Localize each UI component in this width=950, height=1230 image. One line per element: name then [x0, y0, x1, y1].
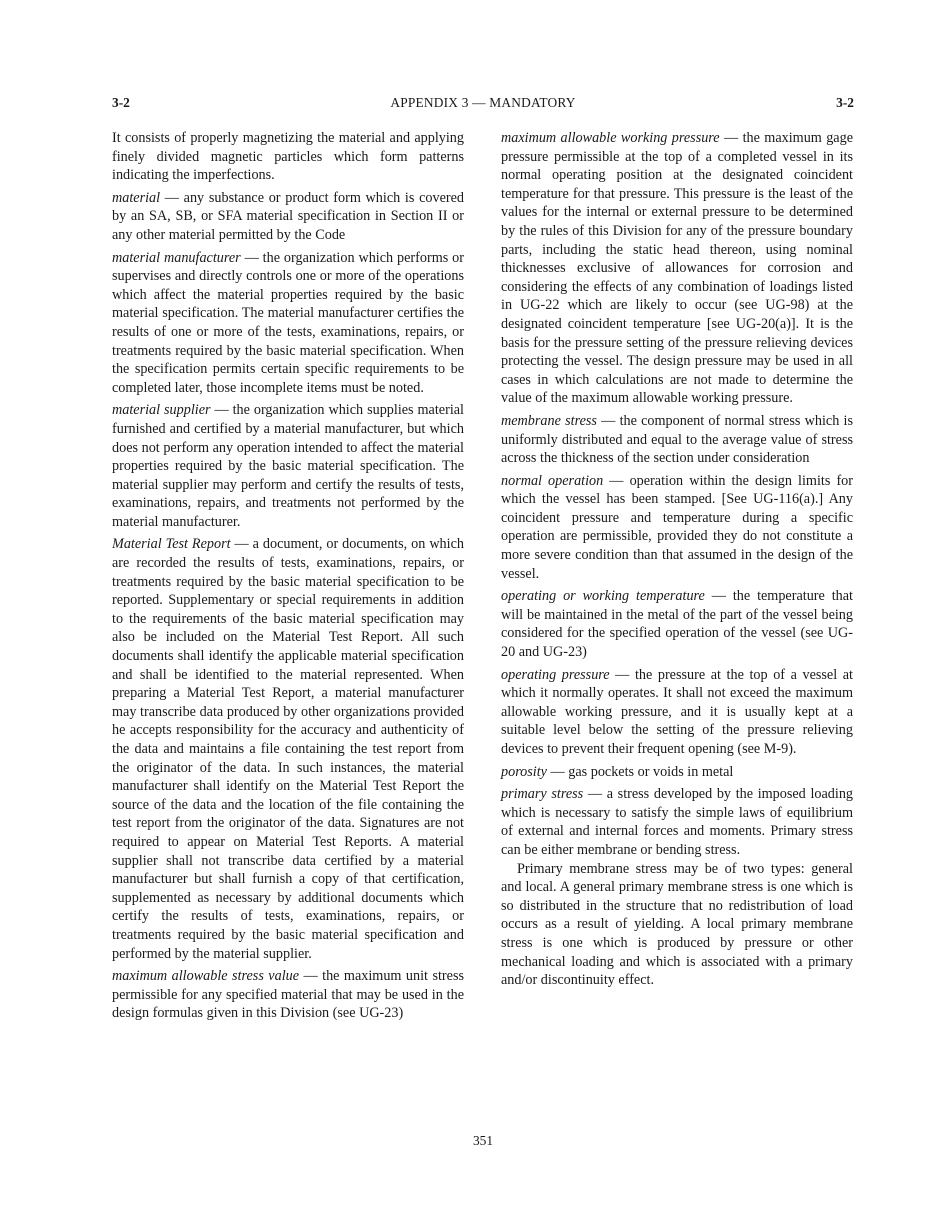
definition-term: maximum allowable stress value — [112, 968, 300, 985]
definition-term: primary stress — [501, 786, 584, 803]
definition-term: operating or working temperature — [501, 588, 705, 605]
header-section-right: 3-2 — [836, 95, 854, 110]
definition-entry — [501, 763, 853, 782]
definition-entry — [112, 189, 464, 245]
page-number: 351 — [472, 1133, 494, 1148]
definition-term: material manufacturer — [112, 249, 241, 266]
definition-entry — [112, 967, 464, 1023]
definition-entry — [501, 666, 853, 759]
definition-term: maximum allowable working pressure — [501, 130, 720, 146]
definition-text: — the pressure at the top of a vessel at which it normally operates. It shall not exceed the maximum allowable working pressure, and it is usually kept at a suitable level below the setting of the pressure relieving devices to prevent their frequent opening (see M-9). — [501, 666, 853, 757]
definition-text: — the maximum unit stress permissible for any specified material that may be used in the design formulas given in this Division (see UG-23) — [112, 968, 464, 1022]
definition-text: — operation within the design limits for which the vessel has been stamped. [See UG-116(a).] Any coincident pressure and temperature during a specific operation are permissible, provided they do not constitute a more severe condition than that assumed in the design of the vessel. — [501, 472, 853, 582]
definition-text: — gas pockets or voids in metal — [546, 763, 734, 780]
definition-entry — [112, 535, 464, 963]
header-title: APPENDIX 3 — MANDATORY — [390, 95, 576, 110]
definition-text: — any substance or product form which is covered by an SA, SB, or SFA material specification in Section II or any other material permitted by the Code — [112, 189, 464, 243]
definition-text: — the maximum gage pressure permissible at the top of a completed vessel in its normal operating position at the designated coincident temperature for that pressure. This pressure is the least of the values for the internal or external pressure to be determined by the rules of this Division for any of the pressure boundary parts, including the static head thereon, using nominal thicknesses exclusive of allowances for corrosion and considering the effects of any combination of loadings listed in UG-22 which are likely to occur (see UG-98) at the designated coincident temperature [see UG-20(a)]. It is the basis for the pressure setting of the pressure relieving devices protecting the vessel. The design pressure may be used in all cases in which calculations are not made to determine the value of the maximum allowable working pressure. — [501, 130, 853, 407]
definition-entry — [501, 472, 853, 584]
left-column — [112, 129, 464, 1027]
definition-text: — a document, or documents, on which are recorded the results of tests, examinations, repairs, or treatments required by the basic material specification to be reported. Supplementary or special requirements in addition to the requirements of the basic material specification may also be included on the Material Test Report. All such documents shall identify the applicable material specification and shall be identified to the material represented. When preparing a Material Test Report, a material manufacturer may transcribe data produced by other organizations provided he accepts responsibility for the accuracy and authenticity of the data and maintains a file containing the test report from the originator of the data. In such instances, the material manufacturer shall identify on the Material Test Report the source of the data and the location of the file containing the test report from the originator of the data. Signatures are not required to appear on Material Test Reports. A material supplier shall not transcribe data certified by a material manufacturer but shall furnish a copy of that certification, supplemented as necessary by additional documents which certify the results of tests, examinations, repairs, or treatments required by the basic material specification and performed by the material supplier. — [112, 536, 464, 962]
definition-entry — [501, 129, 853, 408]
definition-text: — a stress developed by the imposed loading which is necessary to satisfy the simple laws of equilibrium of external and internal forces and moments. Primary stress can be either membrane or bending stress. — [501, 786, 854, 858]
paragraph-text: Primary membrane stress may be of two types: general and local. A general primary membrane stress is one which is so distributed in the structure that no redistribution of load occurs as a result of yielding. A local primary membrane stress is one which is produced by pressure or other mechanical loading and which is associated with a primary and/or discontinuity effect. — [501, 860, 853, 989]
definition-text: — the organization which performs or supervises and directly controls one or more of the operations which affect the material properties required by the basic material specification. The material manufacturer certifies the results of one or more of the tests, examinations, repairs, or treatments required by the basic material specification. When the specification permits certain specific requirements to be completed later, those incomplete items must be noted. — [112, 249, 464, 396]
definition-term: porosity — [501, 763, 547, 780]
definition-term: material — [112, 189, 161, 206]
running-header — [112, 94, 854, 112]
definition-entry — [112, 129, 464, 185]
definition-term: Material Test Report — [112, 536, 231, 553]
definition-text: — the component of normal stress which is uniformly distributed and equal to the average value of stress across the thickness of the section under consideration — [501, 412, 853, 467]
definition-entry — [112, 249, 464, 398]
definition-text: — the temperature that will be maintained in the metal of the part of the vessel being considered for the specified operation of the vessel (see UG-20 and UG-23) — [501, 588, 853, 661]
definition-entry — [112, 401, 464, 531]
definition-entry — [501, 785, 853, 859]
definition-entry — [501, 587, 853, 661]
definition-term: normal operation — [501, 472, 604, 489]
definition-text: It consists of properly magnetizing the material and applying finely divided magnetic particles which form patterns indicating the imperfections. — [112, 130, 464, 184]
definition-text: — the organization which supplies material furnished and certified by a material manufacturer, but which does not perform any operation intended to affect the material properties required by the basic material specification. The material supplier may perform and certify the results of tests, examinations, repairs, and treatments not performed by the material manufacturer. — [112, 402, 464, 530]
right-column — [501, 129, 853, 994]
definition-term: material supplier — [112, 402, 211, 419]
header-section-left: 3-2 — [112, 95, 130, 110]
definition-entry — [501, 412, 853, 468]
body-paragraph — [501, 860, 853, 990]
definition-term: operating pressure — [501, 666, 610, 683]
definition-term: membrane stress — [501, 412, 597, 429]
